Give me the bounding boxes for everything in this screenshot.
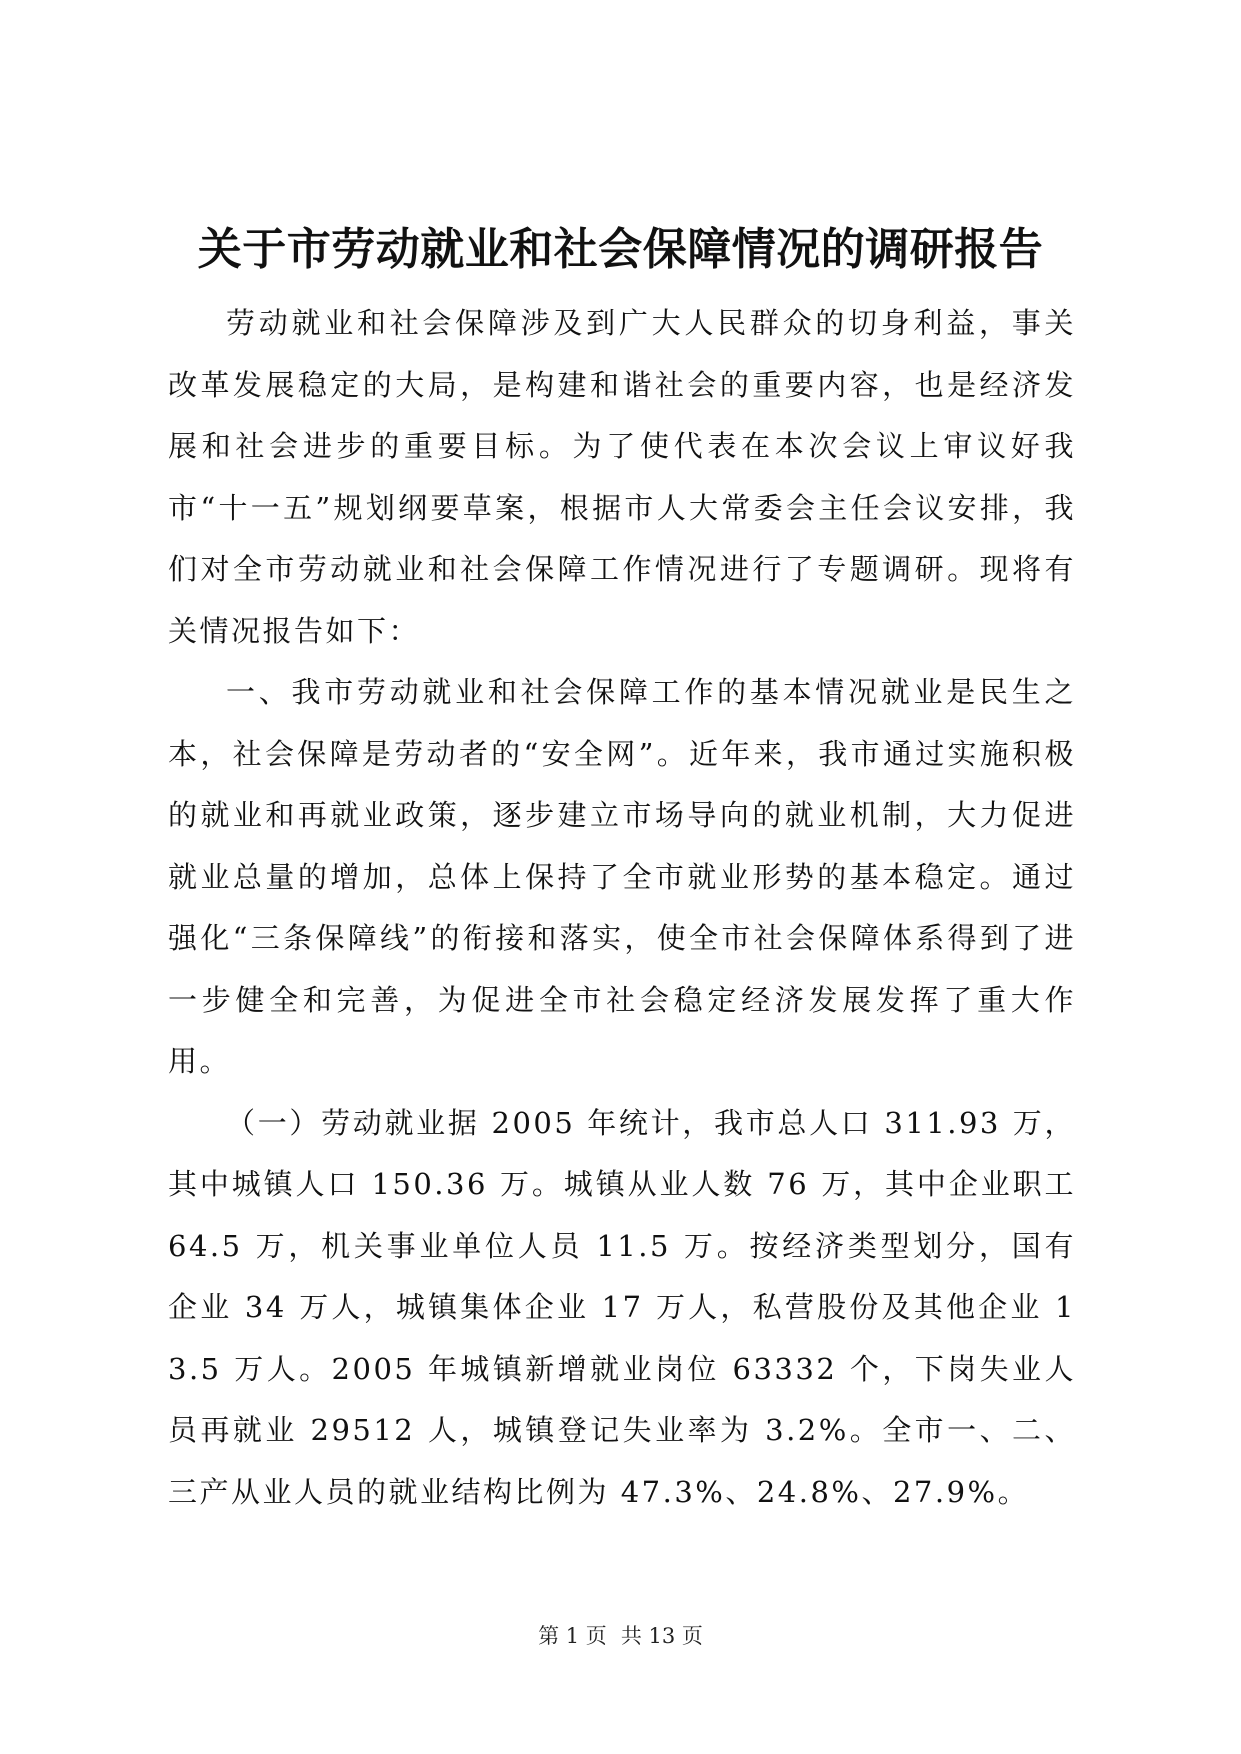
page-total: 共 13 页 [620,1624,703,1648]
document-title: 关于市劳动就业和社会保障情况的调研报告 [197,224,1044,275]
page-number: 第 1 页 [538,1624,607,1648]
document-body [168,293,1076,1523]
paragraph-section-one: 一、我市劳动就业和社会保障工作的基本情况就业是民生之本，社会保障是劳动者的“安全网”。近年来，我市通过实施积极的就业和再就业政策，逐步建立市场导向的就业机制，大力促进就业总量的增加，总体上保持了全市就业形势的基本稳定。通过强化“三条保障线”的衔接和落实，使全市社会保障体系得到了进一步健全和完善，为促进全市社会稳定经济发展发挥了重大作用。 [168,675,1076,1078]
page-footer [0,1622,1241,1650]
paragraph-labor-employment: （一）劳动就业据 2005 年统计，我市总人口 311.93 万，其中城镇人口 150.36 万。城镇从业人数 76 万，其中企业职工 64.5 万，机关事业单位人员 11.5 万。按经济类型划分，国有企业 34 万人，城镇集体企业 17 万人，私营股份及其他企业 13.5 万人。2005 年城镇新增就业岗位 63332 个，下岗失业人员再就业 29512 人，城镇登记失业率为 3.2%。全市一、二、三产从业人员的就业结构比例为 47.3%、24.8%、27.9%。 [168,1105,1076,1509]
paragraph-intro: 劳动就业和社会保障涉及到广大人民群众的切身利益，事关改革发展稳定的大局，是构建和谐社会的重要内容，也是经济发展和社会进步的重要目标。为了使代表在本次会议上审议好我市“十一五”规划纲要草案，根据市人大常委会主任会议安排，我们对全市劳动就业和社会保障工作情况进行了专题调研。现将有关情况报告如下： [168,306,1076,648]
